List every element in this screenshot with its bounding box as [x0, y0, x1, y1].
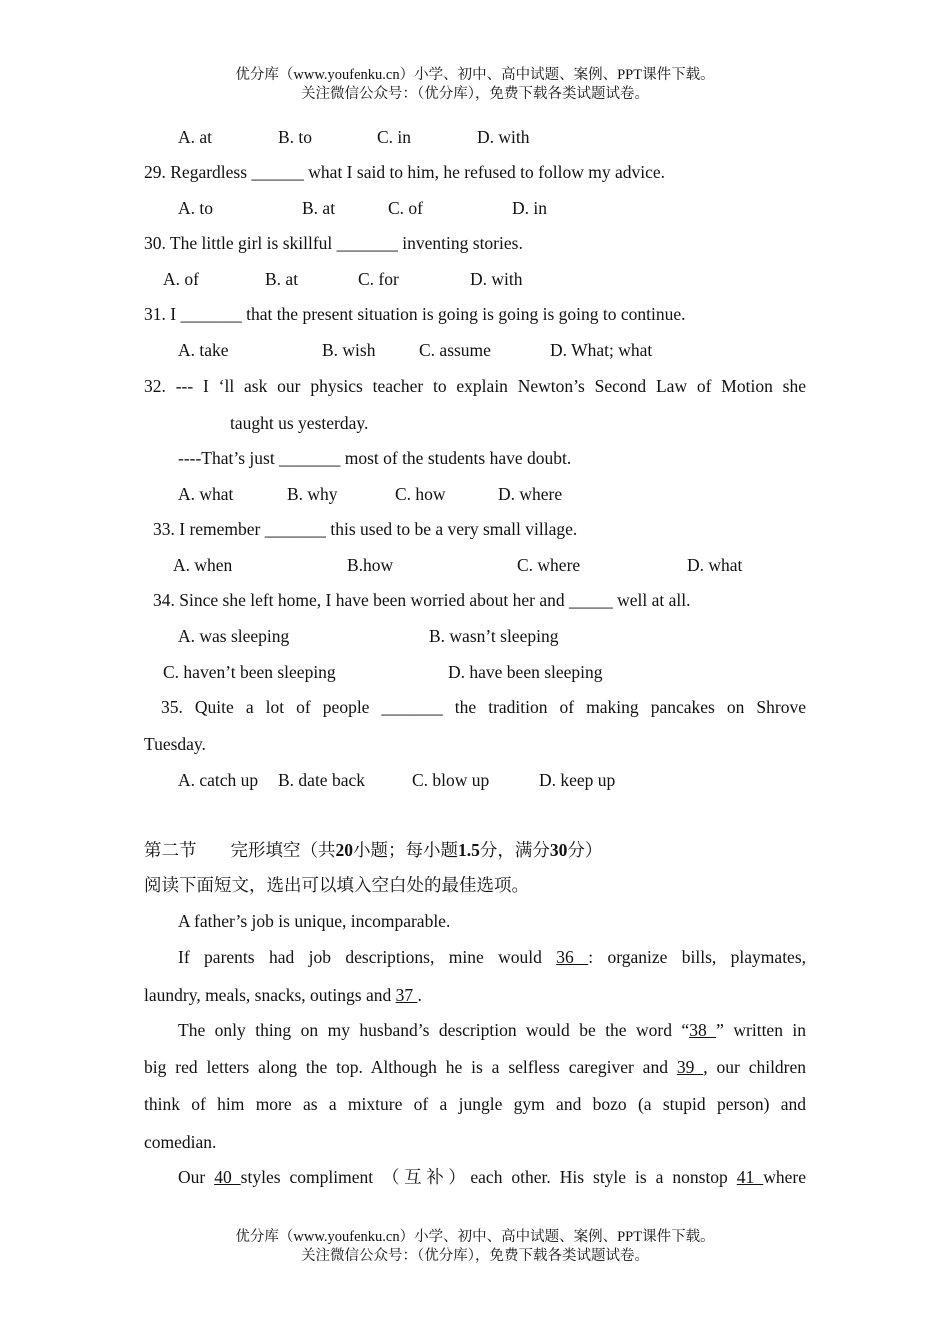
q33-option-d: D. what: [687, 555, 743, 575]
q29-option-d: D. in: [512, 198, 547, 218]
blank-41: 41: [736, 1167, 764, 1187]
passage-p1: A father’s job is unique, incomparable.: [178, 911, 451, 931]
q32-reply: ----That’s just _______ most of the students have doubt.: [178, 448, 572, 468]
passage-p7: comedian.: [144, 1132, 217, 1152]
q35-stem-line-2: Tuesday.: [144, 734, 206, 754]
blank-36: 36: [556, 947, 589, 967]
q31-option-a: A. take: [178, 340, 229, 360]
section-2-title: [144, 839, 602, 861]
passage-text: where: [763, 1167, 807, 1187]
q31-option-d: D. What; what: [550, 340, 653, 360]
footer-line-1: 优分库（www.youfenku.cn）小学、初中、高中试题、案例、PPT课件下载。: [235, 1229, 715, 1245]
section-2-title-part: 分）: [567, 840, 603, 860]
q30-option-d: D. with: [470, 269, 523, 289]
passage-text: : organize bills, playmates,: [588, 947, 807, 967]
header-line-2: 关注微信公众号：（优分库），免费下载各类试题试卷。: [301, 86, 649, 102]
blank-37: 37: [395, 985, 418, 1005]
passage-p6: think of him more as a mixture of a jungle gym and bozo (a stupid person) and: [144, 1094, 806, 1114]
blank-40: 40: [214, 1167, 241, 1187]
header-line-1: 优分库（www.youfenku.cn）小学、初中、高中试题、案例、PPT课件下载。: [235, 67, 715, 83]
blank-38: 38: [689, 1020, 717, 1040]
q33-option-a: A. when: [173, 555, 233, 575]
q32-option-a: A. what: [178, 484, 234, 504]
q35-option-b: B. date back: [278, 770, 365, 790]
q29-stem: 29. Regardless ______ what I said to him, he refused to follow my advice.: [144, 162, 666, 182]
q28-option-b: B. to: [278, 127, 313, 147]
blank-39: 39: [676, 1057, 704, 1077]
q30-stem: 30. The little girl is skillful _______ inventing stories.: [144, 233, 523, 253]
passage-p3: [144, 984, 422, 1006]
passage-text: , our children: [703, 1057, 807, 1077]
q32-option-d: D. where: [498, 484, 563, 504]
q28-option-c: C. in: [377, 127, 412, 147]
section-2-label: 第二节: [144, 840, 197, 860]
section-2-title-part: 分，满分: [479, 840, 550, 860]
passage-text: laundry, meals, snacks, outings and: [144, 985, 392, 1005]
q35-option-c: C. blow up: [412, 770, 490, 790]
passage-p4: [178, 1019, 806, 1041]
q33-stem: 33. I remember _______ this used to be a very small village.: [153, 519, 578, 539]
q34-stem: 34. Since she left home, I have been worried about her and _____ well at all.: [153, 590, 691, 610]
q34-option-b: B. wasn’t sleeping: [429, 626, 559, 646]
q32-option-b: B. why: [287, 484, 338, 504]
q35-option-d: D. keep up: [539, 770, 616, 790]
section-2-total: 30: [549, 840, 568, 860]
q34-option-a: A. was sleeping: [178, 626, 290, 646]
section-2-count: 20: [335, 840, 353, 860]
q33-option-c: C. where: [517, 555, 581, 575]
q29-option-a: A. to: [178, 198, 213, 218]
q32-option-c: C. how: [395, 484, 446, 504]
passage-text: Our: [178, 1167, 206, 1187]
passage-text: The only thing on my husband’s description would be the word “: [178, 1020, 690, 1040]
passage-p2: [178, 946, 806, 968]
passage-text: big red letters along the top. Although he is a selfless caregiver and: [144, 1057, 668, 1077]
passage-text: ” written in: [716, 1020, 807, 1040]
q28-option-d: D. with: [477, 127, 530, 147]
q28-option-a: A. at: [178, 127, 213, 147]
q30-option-c: C. for: [358, 269, 399, 289]
passage-text: .: [417, 985, 422, 1005]
section-2-title-part: 小题；每小题: [353, 840, 458, 860]
q30-option-a: A. of: [163, 269, 199, 289]
q31-option-b: B. wish: [322, 340, 376, 360]
q29-option-b: B. at: [302, 198, 336, 218]
footer-line-2: 关注微信公众号：（优分库），免费下载各类试题试卷。: [301, 1248, 649, 1264]
section-2-title-part: 完形填空（共: [230, 840, 336, 860]
q32-stem-line-2: taught us yesterday.: [230, 413, 369, 433]
q31-stem: 31. I _______ that the present situation is going is going is going to continue.: [144, 304, 686, 324]
section-2-instruction: 阅读下面短文，选出可以填入空白处的最佳选项。: [144, 875, 529, 895]
passage-text: If parents had job descriptions, mine would: [178, 947, 542, 967]
passage-p8: [178, 1166, 806, 1188]
q34-option-d: D. have been sleeping: [448, 662, 603, 682]
q33-option-b: B.how: [347, 555, 394, 575]
q29-option-c: C. of: [388, 198, 423, 218]
q34-option-c: C. haven’t been sleeping: [163, 662, 336, 682]
q32-stem-line-1: 32. --- I ‘ll ask our physics teacher to explain Newton’s Second Law of Motion she: [144, 376, 806, 396]
passage-text: styles compliment （互补）each other. His style is a nonstop: [240, 1167, 728, 1187]
q31-option-c: C. assume: [419, 340, 491, 360]
q30-option-b: B. at: [265, 269, 299, 289]
passage-p5: [144, 1056, 806, 1078]
q35-option-a: A. catch up: [178, 770, 259, 790]
section-2-points-each: 1.5: [458, 840, 480, 860]
q35-stem-line-1: 35. Quite a lot of people _______ the tradition of making pancakes on Shrove: [161, 697, 806, 717]
